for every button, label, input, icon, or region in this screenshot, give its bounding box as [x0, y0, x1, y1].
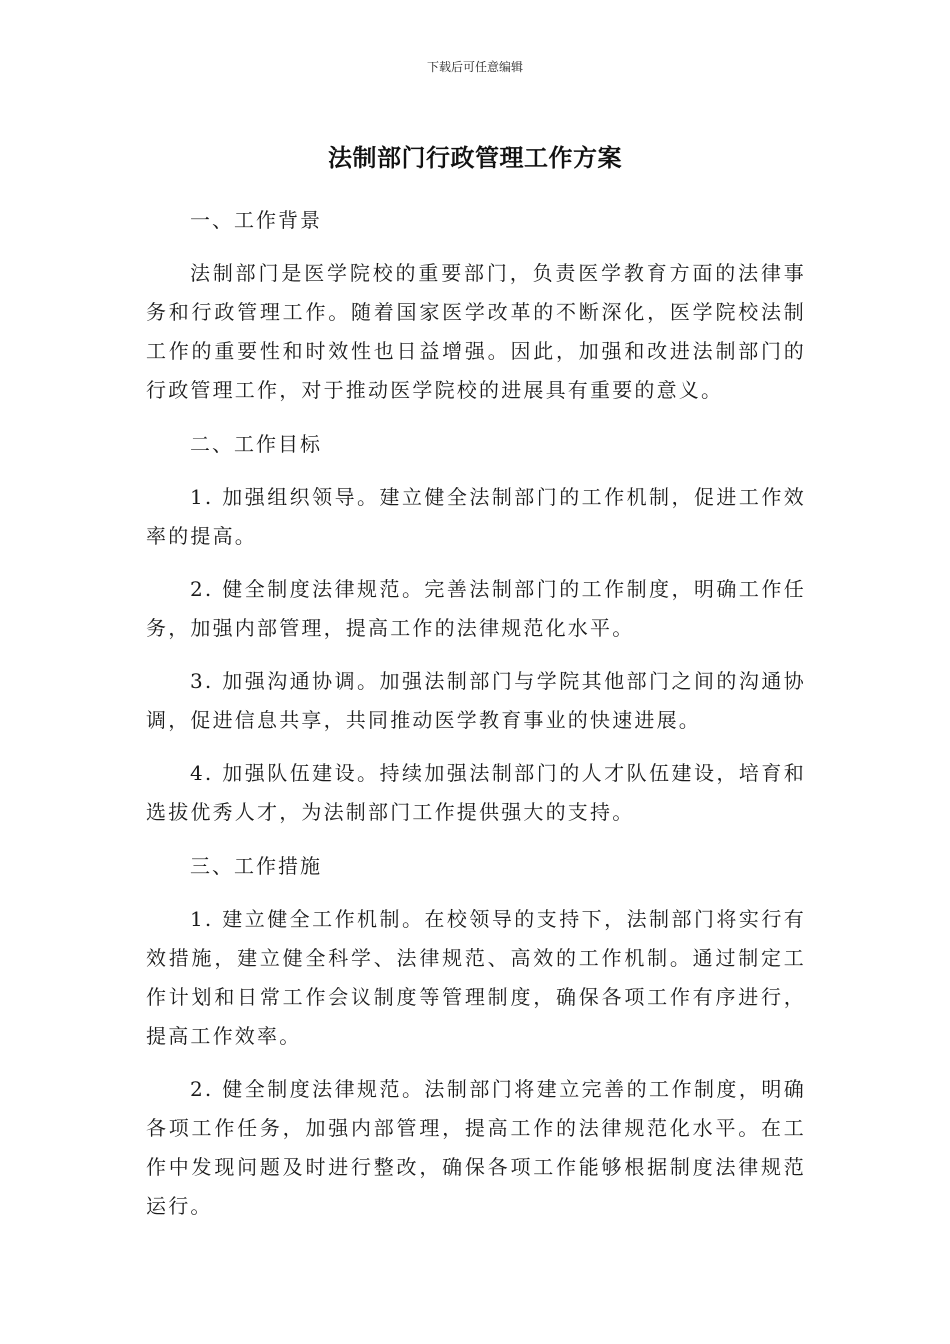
paragraph: 1. 加强组织领导。建立健全法制部门的工作机制，促进工作效率的提高。	[146, 485, 806, 548]
section-heading-goals: 二、工作目标	[190, 432, 322, 456]
paragraph: 1. 建立健全工作机制。在校领导的支持下，法制部门将实行有效措施，建立健全科学、法律规范、高效的工作机制。通过制定工作计划和日常工作会议制度等管理制度，确保各项工作有序进行，提高工作效率。	[146, 907, 806, 1048]
paragraph: 3. 加强沟通协调。加强法制部门与学院其他部门之间的沟通协调，促进信息共享，共同推动医学教育事业的快速进展。	[146, 669, 806, 732]
document-body	[146, 200, 806, 1240]
paragraph: 2. 健全制度法律规范。完善法制部门的工作制度，明确工作任务，加强内部管理，提高工作的法律规范化水平。	[146, 577, 806, 640]
paragraph: 2. 健全制度法律规范。法制部门将建立完善的工作制度，明确各项工作任务，加强内部管理，提高工作的法律规范化水平。在工作中发现问题及时进行整改，确保各项工作能够根据制度法律规范运行。	[146, 1077, 806, 1218]
paragraph: 法制部门是医学院校的重要部门，负责医学教育方面的法律事务和行政管理工作。随着国家医学改革的不断深化，医学院校法制工作的重要性和时效性也日益增强。因此，加强和改进法制部门的行政管理工作，对于推动医学院校的进展具有重要的意义。	[146, 261, 806, 402]
paragraph: 4. 加强队伍建设。持续加强法制部门的人才队伍建设，培育和选拔优秀人才，为法制部门工作提供强大的支持。	[146, 761, 806, 824]
section-heading-background: 一、工作背景	[190, 208, 322, 232]
document-title: 法制部门行政管理工作方案	[328, 144, 622, 172]
section-heading-measures: 三、工作措施	[190, 854, 322, 878]
header-note: 下载后可任意编辑	[426, 60, 523, 74]
